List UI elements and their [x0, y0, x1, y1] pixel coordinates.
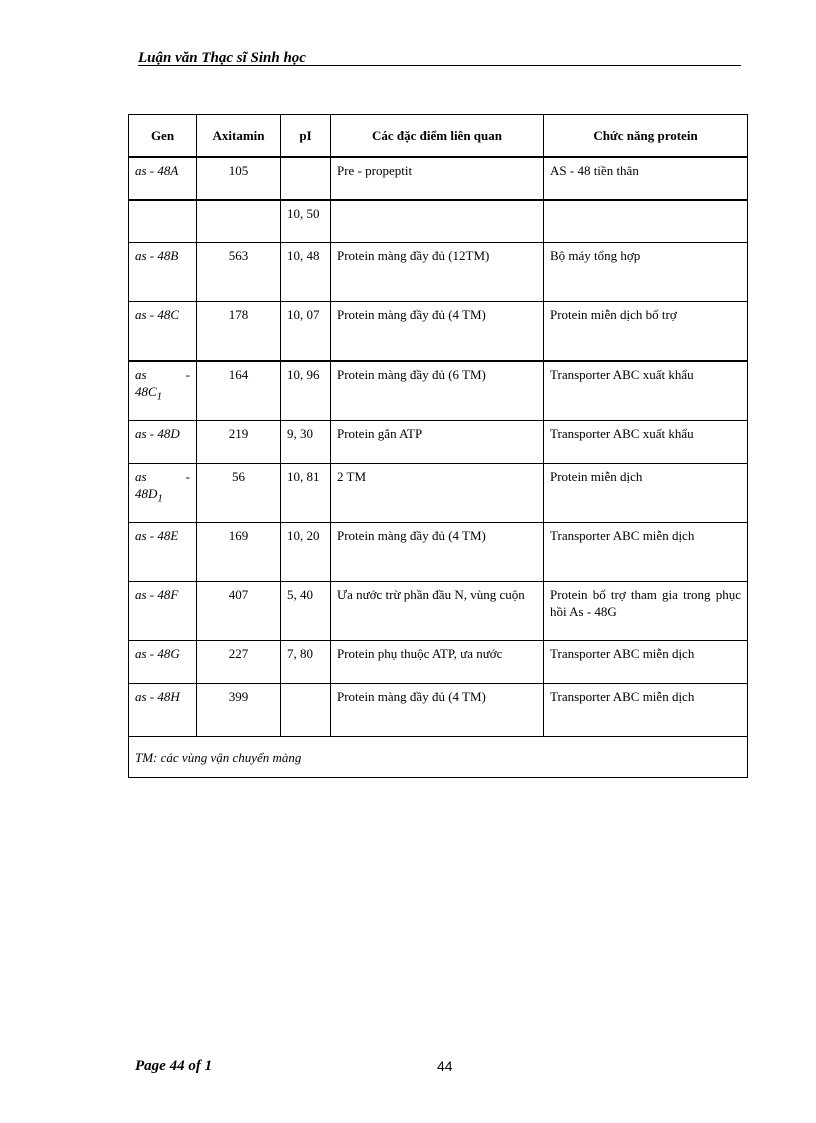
axitamin-cell: 219 [197, 421, 281, 464]
pi-cell: 10, 07 [281, 302, 331, 362]
axitamin-cell: 169 [197, 523, 281, 582]
gene-cell: as - 48D [129, 421, 197, 464]
feature-cell: Protein màng đầy đủ (4 TM) [331, 523, 544, 582]
gene-suffix: 48C [135, 384, 157, 399]
pi-cell: 10, 81 [281, 464, 331, 523]
axitamin-cell: 164 [197, 361, 281, 421]
pi-cell: 9, 30 [281, 421, 331, 464]
header-features: Các đặc điểm liên quan [331, 115, 544, 158]
footer-page-number: 44 [437, 1058, 453, 1074]
gene-cell [129, 200, 197, 243]
feature-cell: 2 TM [331, 464, 544, 523]
gene-prefix: as [135, 367, 147, 382]
gene-cell: as - 48G [129, 641, 197, 684]
table-row [129, 361, 748, 421]
table-note: TM: các vùng vận chuyển màng [129, 737, 748, 778]
gene-cell: as - 48C [129, 302, 197, 362]
function-cell: Transporter ABC miễn dịch [544, 641, 748, 684]
pi-cell: 10, 20 [281, 523, 331, 582]
gene-name-line [135, 468, 190, 485]
gene-table [128, 114, 748, 778]
header-axitamin: Axitamin [197, 115, 281, 158]
feature-cell: Protein phụ thuộc ATP, ưa nước [331, 641, 544, 684]
axitamin-cell: 227 [197, 641, 281, 684]
gene-subscript: 1 [157, 492, 163, 505]
header-function: Chức năng protein [544, 115, 748, 158]
gene-name-line [135, 366, 190, 383]
axitamin-cell: 399 [197, 684, 281, 737]
axitamin-cell: 563 [197, 243, 281, 302]
header-pi: pI [281, 115, 331, 158]
table-row [129, 523, 748, 582]
table-header-row [129, 115, 748, 158]
feature-cell: Protein màng đầy đủ (12TM) [331, 243, 544, 302]
pi-cell: 5, 40 [281, 582, 331, 641]
function-cell [544, 200, 748, 243]
function-cell: Transporter ABC xuất khẩu [544, 361, 748, 421]
axitamin-cell: 407 [197, 582, 281, 641]
gene-cell: as - 48A [129, 157, 197, 200]
gene-cell [129, 464, 197, 523]
feature-cell: Protein màng đầy đủ (4 TM) [331, 302, 544, 362]
table-row [129, 302, 748, 362]
axitamin-cell [197, 200, 281, 243]
feature-cell: Protein gắn ATP [331, 421, 544, 464]
pi-cell: 10, 96 [281, 361, 331, 421]
table-row [129, 684, 748, 737]
table-row [129, 157, 748, 200]
pi-cell: 10, 48 [281, 243, 331, 302]
feature-cell: Pre - propeptit [331, 157, 544, 200]
table-note-row [129, 737, 748, 778]
gene-prefix: as [135, 469, 147, 484]
gene-subscript: 1 [156, 390, 163, 403]
pi-cell: 7, 80 [281, 641, 331, 684]
gene-cell: as - 48H [129, 684, 197, 737]
gene-cell [129, 361, 197, 421]
table-row [129, 243, 748, 302]
feature-cell: Protein màng đầy đủ (4 TM) [331, 684, 544, 737]
table-row [129, 421, 748, 464]
pi-cell [281, 157, 331, 200]
gene-dash: - [185, 469, 190, 484]
function-cell: Transporter ABC miễn dịch [544, 523, 748, 582]
function-cell: AS - 48 tiền thân [544, 157, 748, 200]
feature-cell: Protein màng đầy đủ (6 TM) [331, 361, 544, 421]
gene-cell: as - 48B [129, 243, 197, 302]
axitamin-cell: 56 [197, 464, 281, 523]
table-row [129, 200, 748, 243]
feature-cell [331, 200, 544, 243]
gene-name-line [135, 485, 190, 508]
footer-page-label: Page 44 of 1 [135, 1058, 213, 1074]
function-cell: Transporter ABC xuất khẩu [544, 421, 748, 464]
function-cell: Protein bổ trợ tham gia trong phục hồi As - 48G [544, 582, 748, 641]
function-cell: Transporter ABC miễn dịch [544, 684, 748, 737]
table-row [129, 464, 748, 523]
function-cell: Protein miễn dịch bổ trợ [544, 302, 748, 362]
gene-cell: as - 48E [129, 523, 197, 582]
gene-suffix: 48D [135, 486, 158, 501]
axitamin-cell: 178 [197, 302, 281, 362]
header-gen: Gen [129, 115, 197, 158]
gene-name-line [135, 383, 190, 406]
header-rule [138, 65, 741, 66]
feature-cell: Ưa nước trừ phần đầu N, vùng cuộn [331, 582, 544, 641]
axitamin-cell: 105 [197, 157, 281, 200]
table-row [129, 641, 748, 684]
running-header-title: Luận văn Thạc sĩ Sinh học [138, 50, 306, 66]
pi-cell [281, 684, 331, 737]
pi-cell: 10, 50 [281, 200, 331, 243]
function-cell: Bộ máy tổng hợp [544, 243, 748, 302]
function-cell: Protein miễn dịch [544, 464, 748, 523]
gene-cell: as - 48F [129, 582, 197, 641]
gene-dash: - [185, 367, 190, 382]
table-row [129, 582, 748, 641]
